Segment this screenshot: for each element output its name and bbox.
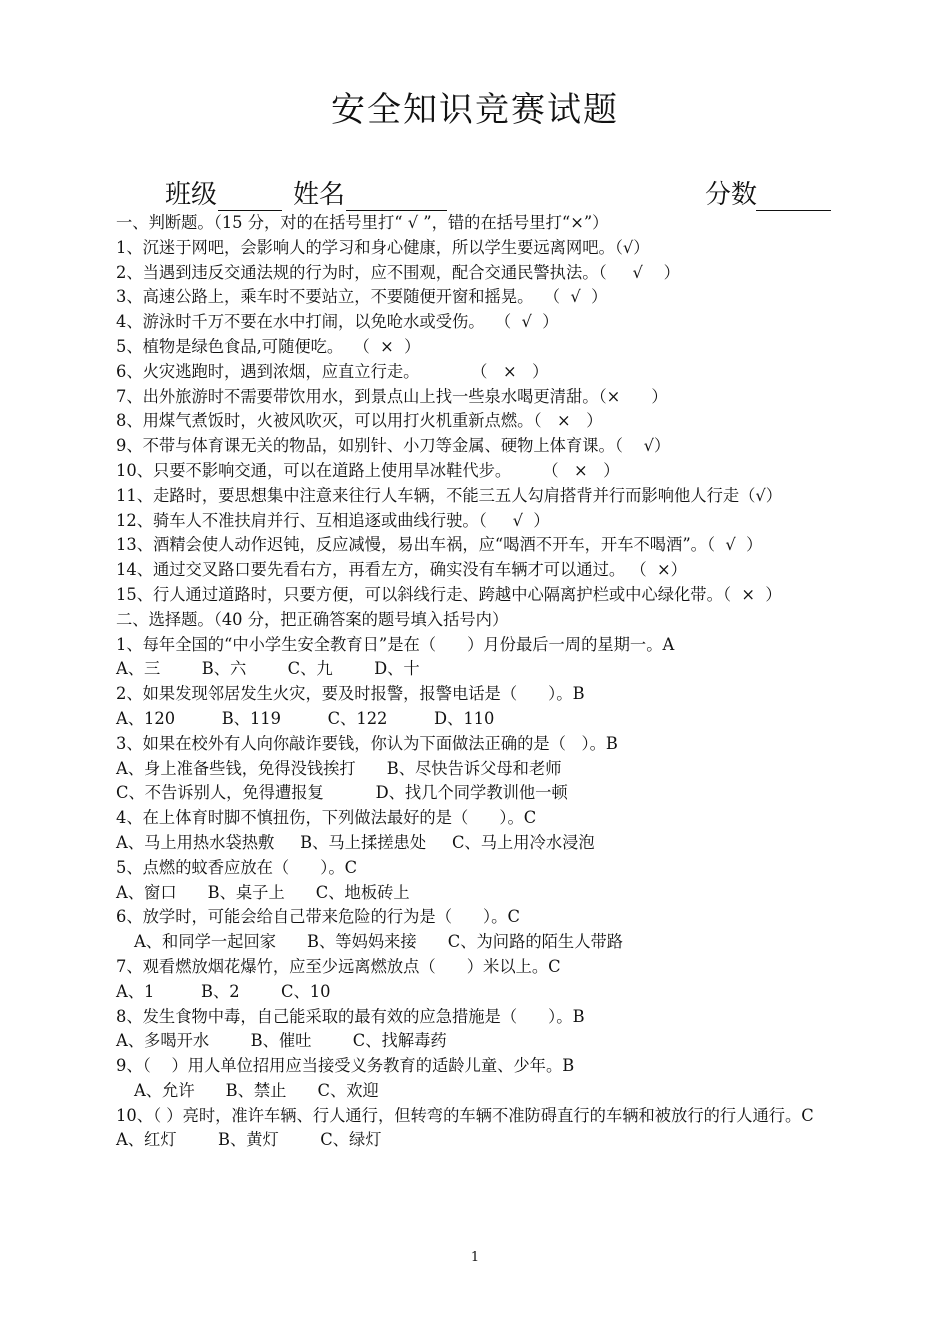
question-line: 5、植物是绿色食品,可随便吃。 （ × ） [116,336,421,356]
section-heading-judgment: 一、判断题。（15 分，对的在括号里打“ √ ”，错的在括号里打“×”） [116,213,609,232]
question-line: 4、游泳时千万不要在水中打闹，以免呛水或受伤。 （ √ ） [116,312,559,332]
option-line: A、1 B、2 C、10 [116,981,331,1001]
question-line: 1、每年全国的“中小学生安全教育日”是在（ ）月份最后一周的星期一。A [116,634,675,654]
name-label: 姓名 [293,180,346,210]
question-line: 8、发生食物中毒，自己能采取的最有效的应急措施是（ ）。B [116,1006,585,1026]
page-title: 安全知识竞赛试题 [331,90,619,130]
question-line: 3、如果在校外有人向你敲诈要钱，你认为下面做法正确的是（ ）。B [116,733,618,753]
page-number: 1 [470,1250,480,1265]
option-line: A、和同学一起回家 B、等妈妈来接 C、为问路的陌生人带路 [134,932,624,952]
question-line: 2、当遇到违反交通法规的行为时，应不围观，配合交通民警执法。（ √ ） [116,262,680,282]
option-line: A、允许 B、禁止 C、欢迎 [134,1080,379,1100]
question-line: 6、放学时，可能会给自己带来危险的行为是（ ）。C [116,907,520,927]
question-body [116,211,851,1153]
question-line: 3、高速公路上，乘车时不要站立，不要随便开窗和摇晃。 （ √ ） [116,287,608,307]
option-line: A、三 B、六 C、九 D、十 [116,659,420,679]
score-label: 分数 [705,180,758,210]
question-line: 4、在上体育时脚不慎扭伤，下列做法最好的是（ ）。C [116,808,537,828]
option-line: A、窗口 B、桌子上 C、地板砖上 [116,882,410,902]
option-line: A、红灯 B、黄灯 C、绿灯 [116,1130,382,1150]
question-line: 1、沉迷于网吧，会影响人的学习和身心健康，所以学生要远离网吧。（√） [116,237,650,257]
option-line: C、不告诉别人，免得遭报复 D、找几个同学教训他一顿 [116,783,568,803]
question-line: 2、如果发现邻居发生火灾，要及时报警，报警电话是（ ）。B [116,684,585,704]
question-line: 7、观看燃放烟花爆竹，应至少远离燃放点（ ）米以上。C [116,956,561,976]
question-line: 14、通过交叉路口要先看右方，再看左方，确实没有车辆才可以通过。 （ ×） [116,560,687,580]
question-line: 6、火灾逃跑时，遇到浓烟，应直立行走。 （ × ） [116,361,549,381]
section-heading-choice: 二、选择题。（40 分，把正确答案的题号填入括号内） [116,609,509,629]
option-line: A、身上准备些钱，免得没钱挨打 B、尽快告诉父母和老师 [116,758,562,778]
question-line: 11、走路时，要思想集中注意来往行人车辆，不能三五人勾肩搭背并行而影响他人行走（√） [116,485,783,505]
question-line: 7、出外旅游时不需要带饮用水，到景点山上找一些泉水喝更清甜。（× ） [116,386,668,406]
question-line: 9、不带与体育课无关的物品，如别针、小刀等金属、硬物上体育课。（ √） [116,436,671,456]
option-line: A、马上用热水袋热敷 B、马上揉搓患处 C、马上用冷水浸泡 [116,832,595,852]
question-line: 5、点燃的蚊香应放在（ ）。C [116,857,358,877]
class-label: 班级 [165,180,218,210]
question-line: 12、骑车人不准扶肩并行、互相追逐或曲线行驶。（ √ ） [116,510,550,530]
student-info-row [0,170,950,214]
question-line: 9、（ ）用人单位招用应当接受义务教育的适龄儿童、少年。B [116,1056,575,1076]
option-line: A、多喝开水 B、催吐 C、找解毒药 [116,1031,447,1051]
question-line: 15、行人通过道路时，只要方便，可以斜线行走、跨越中心隔离护栏或中心绿化带。（ × ） [116,584,782,604]
question-line: 10、（ ）亮时，准许车辆、行人通行，但转弯的车辆不准防碍直行的车辆和被放行的行人通行。C [116,1105,814,1125]
option-line: A、120 B、119 C、122 D、110 [116,708,495,728]
question-line: 10、只要不影响交通，可以在道路上使用旱冰鞋代步。 （ × ） [116,460,620,480]
question-line: 8、用煤气煮饭时，火被风吹灭，可以用打火机重新点燃。（ × ） [116,411,603,431]
question-line: 13、酒精会使人动作迟钝，反应减慢，易出车祸，应“喝酒不开车，开车不喝酒”。（ √ ） [116,535,763,555]
